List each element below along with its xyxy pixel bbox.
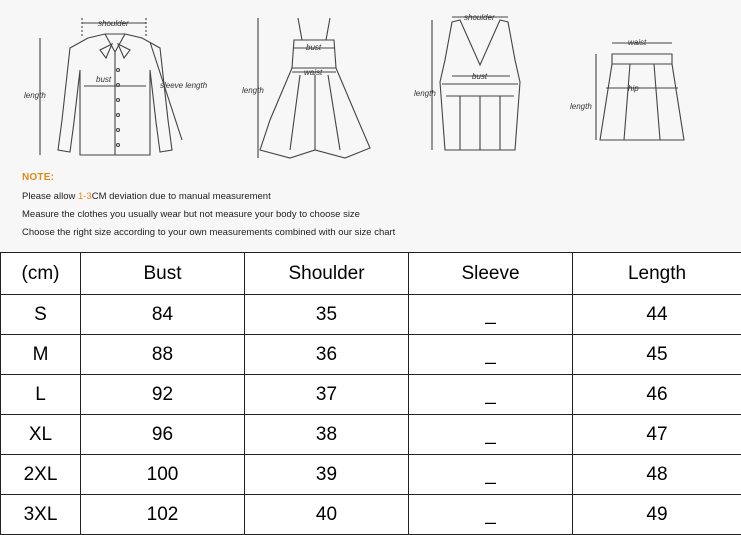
shirt-length-label: length	[24, 91, 46, 100]
table-row	[1, 375, 741, 415]
bust-cell: 88	[81, 335, 245, 375]
note-line-choose: Choose the right size according to your own measurements combined with our size chart	[22, 224, 722, 242]
length-cell: 49	[573, 495, 741, 535]
tank-length-label: length	[414, 89, 436, 98]
bust-cell: 92	[81, 375, 245, 415]
sleeve-cell: _	[409, 375, 573, 415]
shoulder-cell: 37	[245, 375, 409, 415]
header-shoulder: Shoulder	[245, 253, 409, 295]
size-cell: 2XL	[1, 455, 81, 495]
size-cell: S	[1, 295, 81, 335]
bust-cell: 102	[81, 495, 245, 535]
table-row	[1, 495, 741, 535]
note-line1-prefix: Please allow	[22, 191, 78, 202]
length-cell: 44	[573, 295, 741, 335]
table-row	[1, 295, 741, 335]
measurement-guide-panel	[0, 0, 741, 252]
shirt-shoulder-label: shoulder	[98, 19, 129, 28]
note-line1-suffix: CM deviation due to manual measurement	[92, 191, 271, 202]
shoulder-cell: 35	[245, 295, 409, 335]
dress-bust-label: bust	[306, 43, 322, 52]
length-cell: 46	[573, 375, 741, 415]
tank-top-diagram	[432, 17, 520, 150]
bust-cell: 84	[81, 295, 245, 335]
shoulder-cell: 40	[245, 495, 409, 535]
garment-measurement-diagrams	[0, 0, 741, 172]
length-cell: 45	[573, 335, 741, 375]
note-line-measure: Measure the clothes you usually wear but not measure your body to choose size	[22, 206, 722, 224]
size-cell: XL	[1, 415, 81, 455]
length-cell: 48	[573, 455, 741, 495]
sleeve-cell: _	[409, 455, 573, 495]
note-line1-highlight: 1-3	[78, 191, 92, 202]
size-cell: 3XL	[1, 495, 81, 535]
shirt-bust-label: bust	[96, 75, 112, 84]
length-cell: 47	[573, 415, 741, 455]
dress-waist-label: waist	[304, 68, 323, 77]
skirt-diagram	[596, 43, 684, 140]
shirt-sleeve-label: sleeve length	[160, 81, 208, 90]
note-title: NOTE:	[22, 172, 722, 183]
dress-length-label: length	[242, 86, 264, 95]
header-sleeve: Sleeve	[409, 253, 573, 295]
table-row	[1, 455, 741, 495]
header-bust: Bust	[81, 253, 245, 295]
sleeve-cell: _	[409, 495, 573, 535]
bust-cell: 100	[81, 455, 245, 495]
sleeve-cell: _	[409, 415, 573, 455]
dress-diagram	[258, 18, 370, 158]
skirt-length-label: length	[570, 102, 592, 111]
note-line-deviation	[22, 188, 722, 206]
size-cell: L	[1, 375, 81, 415]
table-row	[1, 335, 741, 375]
table-header-row	[1, 253, 741, 295]
note-section	[22, 172, 722, 242]
tank-shoulder-label: shoulder	[464, 13, 495, 22]
sleeve-cell: _	[409, 295, 573, 335]
skirt-waist-label: waist	[628, 38, 647, 47]
sleeve-cell: _	[409, 335, 573, 375]
skirt-hip-label: hip	[628, 84, 639, 93]
shoulder-cell: 39	[245, 455, 409, 495]
header-unit: (cm)	[1, 253, 81, 295]
size-chart-table	[0, 252, 741, 535]
header-length: Length	[573, 253, 741, 295]
shoulder-cell: 36	[245, 335, 409, 375]
tank-bust-label: bust	[472, 72, 488, 81]
size-cell: M	[1, 335, 81, 375]
shoulder-cell: 38	[245, 415, 409, 455]
bust-cell: 96	[81, 415, 245, 455]
table-row	[1, 415, 741, 455]
